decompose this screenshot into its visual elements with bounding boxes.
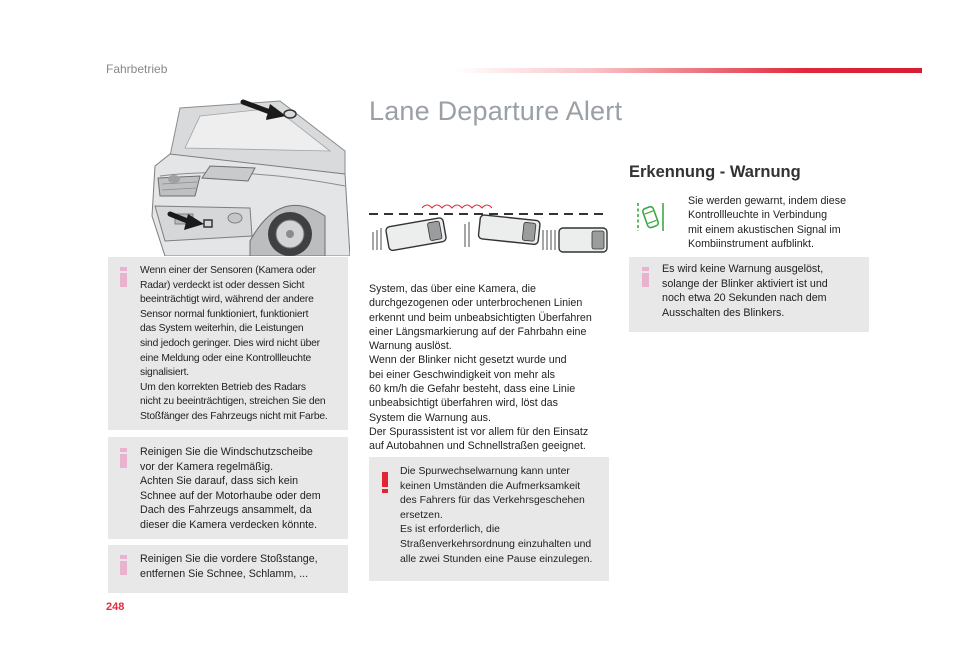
recognition-text: Sie werden gewarnt, indem diese Kontrollleuchte in Verbindung mit einem akustischen Signal im Kombiinstrument aufblinkt. (688, 195, 847, 250)
lane-departure-lamp-icon (636, 197, 666, 233)
warning-box (369, 457, 609, 581)
header-accent-bar (455, 68, 922, 73)
info-box-blinker-text: Es wird keine Warnung ausgelöst, solange der Blinker aktiviert ist und noch etwa 20 Sekunden nach dem Ausschalten des Blinkers. (662, 263, 828, 319)
page-number: 248 (106, 601, 125, 613)
info-box-windshield (108, 437, 348, 539)
info-box-bumper-text: Reinigen Sie die vordere Stoßstange, entfernen Sie Schnee, Schlamm, ... (140, 553, 318, 580)
info-box-windshield-text: Reinigen Sie die Windschutzscheibe vor der Kamera regelmäßig. Achten Sie darauf, dass sich kein Schnee auf der Motorhaube oder dem Dach des Fahrzeugs ansammelt, da dieser die Kamera verdecken könnte. (140, 446, 321, 531)
car-sensor-illustration (140, 96, 350, 256)
info-box-blinker (629, 257, 869, 332)
lane-departure-diagram (367, 192, 609, 257)
section-heading-recognition: Erkennung - Warnung (629, 163, 801, 181)
warning-box-text: Die Spurwechselwarnung kann unter keinen Umständen die Aufmerksamkeit des Fahrers für das Verkehrsgeschehen ersetzen. Es ist erforderlich, die Straßenverkehrsordnung einzuhalten und alle zwei Stunden eine Pause einzulegen. (400, 466, 593, 565)
info-box-sensor (108, 257, 348, 430)
info-box-bumper (108, 545, 348, 593)
system-description: System, das über eine Kamera, die durchgezogenen oder unterbrochenen Linien erkennt und beim unbeabsichtigten Überfahren einer Längsmarkierung auf der Fahrbahn eine Warnung auslöst. Wenn der Blinker nicht gesetzt wurde und bei einer Geschwindigkeit von mehr als 60 km/h die Gefahr besteht, dass eine Linie unbeabsichtigt überfahren wird, löst das System die Warnung aus. Der Spurassistent ist vor allem für den Einsatz auf Autobahnen und Schnellstraßen geeignet. (369, 283, 592, 453)
info-box-sensor-text: Wenn einer der Sensoren (Kamera oder Radar) verdeckt ist oder dessen Sicht beeinträchtigt wird, während der andere Sensor normal funktioniert, funktioniert das System weiterhin, die Leistungen sind jedoch geringer. Dies wird nicht über eine Meldung oder eine Kontrollleuchte signalisiert. Um den korrekten Betrieb des Radars nicht zu beeinträchtigen, streichen Sie den Stoßfänger des Fahrzeugs nicht mit Farbe. (140, 265, 328, 422)
section-title: Fahrbetrieb (106, 62, 168, 76)
page-title: Lane Departure Alert (369, 96, 623, 126)
